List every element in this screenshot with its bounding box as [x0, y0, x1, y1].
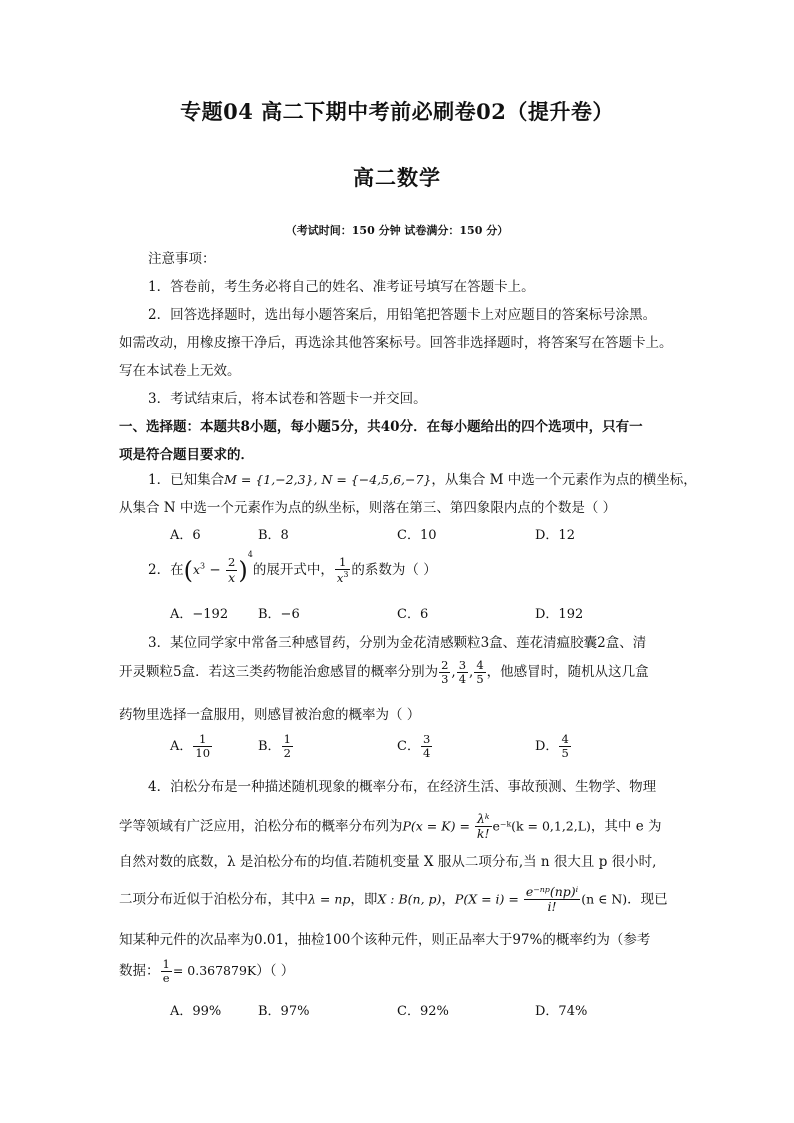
- q3-prob-2-num: 3: [458, 658, 467, 672]
- q4-option-a: A．99%: [170, 1004, 222, 1019]
- section-heading: 一、选择题：本题共8小题，每小题5分，共40分．在每小题给出的四个选项中，只有一: [119, 419, 643, 435]
- q3-option-b-label: B．: [258, 739, 281, 755]
- q2-term-den: [335, 570, 351, 585]
- q2-mid: 的展开式中，: [252, 562, 334, 579]
- q4-line5: 知某种元件的次品率为0.01，抽检100个该种元件，则正品率大于97%的概率约为（参考: [119, 932, 651, 948]
- q2-outer-exp: 4: [247, 549, 253, 559]
- q1-prefix: 1．已知集合: [148, 472, 225, 488]
- q2-option-c: C．6: [397, 607, 429, 622]
- note-item-3: 3．考试结束后，将本试卷和答题卡一并交回。: [148, 391, 427, 407]
- q2-paren-close: ): [238, 556, 248, 585]
- q2-term-den-exp: 3: [343, 570, 349, 580]
- note-item-2: 2．回答选择题时，选出每小题答案后，用铅笔把答题卡上对应题目的答案标号涂黑。: [148, 307, 657, 323]
- q3-option-d-frac: [559, 733, 570, 760]
- section-heading-cont: 项是符合题目要求的．: [119, 447, 254, 463]
- q4-e-val: = 0.367879K: [172, 963, 257, 979]
- q3-option-c-num: 3: [422, 732, 431, 746]
- q4-e-frac: [161, 958, 172, 985]
- q4-option-c: C．92%: [397, 1004, 449, 1019]
- q2-option-a: A．−192: [170, 607, 229, 622]
- q3-line2-post: ，他感冒时，随机从这几盒: [486, 664, 649, 681]
- q3-line2-pre: 开灵颗粒5盒．若这三类药物能治愈感冒的概率分别为: [119, 664, 439, 681]
- q3-option-b-frac: [282, 733, 293, 760]
- q4-line4-pre: 二项分布近似于泊松分布，其中: [119, 891, 308, 908]
- q4-e-num: 1: [162, 957, 170, 971]
- q3-prob-1: [439, 659, 450, 686]
- q3-option-d-num: 4: [561, 732, 569, 746]
- note-item-2-end: 写在本试卷上无效。: [119, 363, 241, 379]
- q4-line3: 自然对数的底数，λ 是泊松分布的均值.若随机变量 X 服从二项分布,当 n 很大且 p 很小时,: [119, 854, 657, 870]
- q2-frac-den: x: [228, 569, 236, 585]
- q2-minus: −: [205, 562, 226, 579]
- q2-option-b: B．−6: [258, 607, 300, 622]
- q3-line2: 开灵颗粒5盒．若这三类药物能治愈感冒的概率分别为 $\frac{2}{3}$ , $\frac{3}{4}$ , $\frac{4}{5}$ ，他感冒时，随机从这几盒: [119, 658, 649, 687]
- q3-option-d-label: D．: [535, 739, 559, 755]
- q2-paren-open: (: [183, 556, 193, 585]
- q3-option-b: [258, 733, 294, 760]
- q3-prob-3-num: 4: [476, 658, 484, 672]
- q4-px-left: P(X = i) =: [454, 891, 523, 907]
- q3-option-a-den: 10: [195, 746, 211, 761]
- q4-pk-left: P(x = K) =: [402, 818, 474, 834]
- q4-line6-pre: 数据：: [119, 963, 160, 980]
- q1-mid: ，从集合 M 中选一个元素作为点的横坐标，: [431, 472, 697, 488]
- q4-pk-den: k!: [476, 826, 490, 842]
- q2-term-num: 1: [335, 556, 351, 570]
- q2-fraction: [226, 556, 237, 585]
- q3-option-d: [535, 733, 572, 760]
- q4-pk-frac: [475, 812, 492, 842]
- q4-xdist: X : B(n, p): [377, 891, 442, 907]
- q3-option-a-num: 1: [193, 733, 212, 747]
- q1-option-b: B．8: [258, 528, 289, 543]
- q2-prefix: 2．在: [148, 562, 184, 579]
- q4-line2-pre: 学等领域有广泛应用，泊松分布的概率分布列为: [119, 818, 403, 835]
- q1-line2: 从集合 N 中选一个元素作为点的纵坐标，则落在第三、第四象限内点的个数是（ ）: [119, 500, 617, 516]
- q2-term-den-x: x: [336, 571, 344, 586]
- notes-heading: 注意事项：: [148, 251, 216, 267]
- q3-prob-1-num: 2: [441, 658, 449, 672]
- q3-option-c-label: C．: [397, 739, 420, 755]
- q3-line3: 药物里选择一盒服用，则感冒被治愈的概率为（ ）: [119, 707, 421, 723]
- q4-px-frac: [524, 885, 580, 915]
- q1-sets: M = {1,−2,3}, N = {−4,5,6,−7}: [224, 472, 432, 487]
- q3-option-c-den: 4: [422, 746, 431, 761]
- q4-pk-num: λᵏ: [475, 812, 492, 827]
- exam-subject: 高二数学: [353, 165, 441, 190]
- q3-option-b-num: 1: [283, 732, 291, 746]
- q4-line4-mid: ，即: [350, 891, 378, 908]
- q3-option-c: [397, 733, 433, 760]
- q3-prob-3-den: 5: [476, 672, 484, 687]
- q4-option-b: B．97%: [258, 1004, 310, 1019]
- q3-prob-3: [474, 659, 485, 686]
- q4-line2: [119, 812, 679, 842]
- q3-option-a-frac: [193, 733, 212, 760]
- q3-line1: 3．某位同学家中常备三种感冒药，分别为金花清感颗粒3盒、莲花清瘟胶囊2盒、清: [148, 635, 647, 651]
- q4-px-right: (n ∈ N): [581, 891, 628, 907]
- q4-px-num: e⁻ⁿᵖ(np)ⁱ: [525, 884, 579, 899]
- q3-prob-1-den: 3: [441, 672, 449, 687]
- q4-line1: 4．泊松分布是一种描述随机现象的概率分布，在经济生活、事故预测、生物学、物理: [148, 779, 657, 795]
- q4-line2-post: ，其中 e 为: [590, 818, 662, 835]
- q1-option-a: A．6: [170, 528, 201, 543]
- q3-prob-2-den: 4: [458, 672, 467, 687]
- exam-meta: （考试时间：150 分钟 试卷满分：150 分）: [285, 224, 509, 237]
- q3-option-d-den: 5: [561, 746, 569, 761]
- q4-e-den: e: [162, 971, 170, 986]
- q4-option-d: D．74%: [535, 1004, 588, 1019]
- q3-option-a: [170, 733, 213, 760]
- q4-line4-mid2: ，: [441, 891, 455, 908]
- q4-pk-right: e⁻ᵏ(k = 0,1,2,L): [492, 818, 591, 834]
- q3-prob-2: [457, 659, 468, 686]
- q4-line4-post: ．现已: [627, 891, 668, 908]
- q2-x: x: [192, 562, 201, 578]
- q2-suffix: 的系数为（ ）: [351, 562, 437, 579]
- q2-frac-num: 2: [228, 555, 236, 570]
- q2-term: [335, 556, 351, 585]
- note-item-2-cont: 如需改动，用橡皮擦干净后，再选涂其他答案标号。回答非选择题时，将答案写在答题卡上。: [119, 335, 673, 351]
- q1-option-c: C．10: [397, 528, 437, 543]
- q2-option-d: D．192: [535, 607, 584, 622]
- q3-option-c-frac: [421, 733, 432, 760]
- q3-option-b-den: 2: [283, 746, 291, 761]
- q2-line1: [148, 549, 708, 586]
- q4-line6-post: ）（ ）: [256, 963, 295, 980]
- q4-line6: [119, 958, 679, 985]
- q3-option-a-label: A．: [170, 739, 193, 755]
- q1-line1: [148, 468, 708, 488]
- q4-lambda: λ = np: [308, 891, 351, 907]
- q1-option-d: D．12: [535, 528, 575, 543]
- q2-exp3: 3: [200, 561, 206, 571]
- note-item-1: 1．答卷前，考生务必将自己的姓名、准考证号填写在答题卡上。: [148, 279, 535, 295]
- q4-px-den: i!: [547, 899, 557, 915]
- q4-line4: [119, 885, 679, 915]
- exam-title: 专题04 高二下期中考前必刷卷02（提升卷）: [180, 99, 614, 124]
